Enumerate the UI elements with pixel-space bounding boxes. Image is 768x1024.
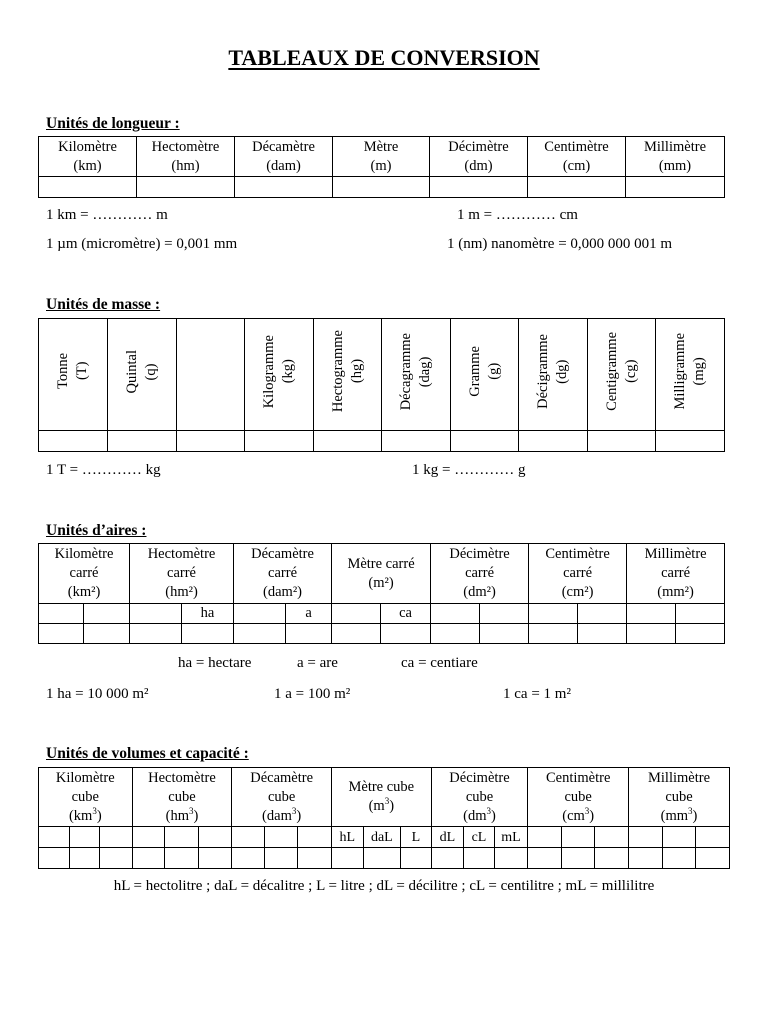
cell[interactable] [84, 604, 130, 624]
header-m2: Mètre carré (m²) [332, 544, 431, 604]
cell[interactable] [69, 827, 100, 848]
header-dm: Décimètre (dm) [430, 137, 528, 177]
cell[interactable] [69, 848, 100, 869]
header-gramme: Gramme (g) [451, 319, 519, 431]
header-m3: Mètre cube $(m^3)$ [331, 768, 431, 827]
header-m: Mètre (m) [333, 137, 430, 177]
cell[interactable] [588, 431, 656, 452]
cell[interactable] [264, 827, 298, 848]
cell[interactable] [676, 624, 725, 644]
table-row [39, 604, 725, 624]
cell[interactable] [84, 624, 130, 644]
cell-a: a [286, 604, 332, 624]
cell[interactable] [363, 848, 401, 869]
header-km3: Kilomètre cube $(km^3)$ [39, 768, 133, 827]
section-heading-longueur: Unités de longueur : [46, 115, 180, 132]
cell[interactable] [39, 431, 108, 452]
header-kilogramme: Kilogramme (kg) [245, 319, 314, 431]
cell[interactable] [245, 431, 314, 452]
cell[interactable] [130, 604, 182, 624]
cell[interactable] [529, 624, 578, 644]
cell[interactable] [430, 177, 528, 198]
header-dm2: Décimètre carré (dm²) [431, 544, 529, 604]
header-mm2: Millimètre carré (mm²) [627, 544, 725, 604]
cell[interactable] [529, 604, 578, 624]
header-km: Kilomètre (km) [39, 137, 137, 177]
table-row [39, 177, 725, 198]
equation: 1 ca = 1 m² [503, 686, 571, 702]
cell[interactable] [561, 827, 595, 848]
cell[interactable] [595, 827, 629, 848]
cell-ca: ca [381, 604, 431, 624]
table-masse [38, 318, 725, 452]
cell[interactable] [264, 848, 298, 869]
table-row [39, 431, 725, 452]
cell[interactable] [39, 177, 137, 198]
cell[interactable] [519, 431, 588, 452]
cell[interactable] [480, 604, 529, 624]
cell[interactable] [676, 604, 725, 624]
cell[interactable] [595, 848, 629, 869]
cell[interactable] [232, 827, 265, 848]
cell[interactable] [528, 177, 626, 198]
cell[interactable] [627, 604, 676, 624]
cell[interactable] [528, 848, 562, 869]
equation: 1 kg = ………… g [412, 462, 526, 478]
cell[interactable] [132, 848, 165, 869]
cell[interactable] [331, 848, 363, 869]
cell[interactable] [627, 624, 676, 644]
header-decigramme: Décigramme (dg) [519, 319, 588, 431]
cell[interactable] [528, 827, 562, 848]
cell[interactable] [629, 827, 663, 848]
header-milligramme: Milligramme (mg) [656, 319, 725, 431]
cell[interactable] [165, 827, 199, 848]
cell[interactable] [39, 827, 70, 848]
section-heading-aires: Unités d’aires : [46, 522, 147, 539]
cell[interactable] [662, 827, 696, 848]
cell[interactable] [626, 177, 725, 198]
cell[interactable] [39, 624, 84, 644]
cell[interactable] [232, 848, 265, 869]
cell[interactable] [100, 827, 133, 848]
cell[interactable] [431, 604, 480, 624]
cell-dL: dL [431, 827, 464, 848]
cell[interactable] [656, 431, 725, 452]
header-cm: Centimètre (cm) [528, 137, 626, 177]
header-km2: Kilomètre carré (km²) [39, 544, 130, 604]
equation: 1 ha = 10 000 m² [46, 686, 149, 702]
equation: 1 T = ………… kg [46, 462, 161, 478]
equation: 1 µm (micromètre) = 0,001 mm [46, 236, 238, 252]
cell[interactable] [132, 827, 165, 848]
header-mm3: Millimètre cube $(mm^3)$ [629, 768, 730, 827]
header-hectogramme: Hectogramme (hg) [314, 319, 382, 431]
table-longueur [38, 136, 725, 198]
cell[interactable] [165, 848, 199, 869]
equation: 1 (nm) nanomètre = 0,000 000 001 m [447, 236, 673, 252]
capacity-legend: hL = hectolitre ; daL = décalitre ; L = litre ; dL = décilitre ; cL = centilitre ; mL = millilitre [113, 878, 655, 894]
header-dm3: Décimètre cube $(dm^3)$ [431, 768, 528, 827]
cell[interactable] [198, 827, 232, 848]
cell[interactable] [464, 848, 495, 869]
cell[interactable] [382, 431, 451, 452]
cell[interactable] [381, 624, 431, 644]
cell[interactable] [100, 848, 133, 869]
cell[interactable] [234, 604, 286, 624]
cell-ha: ha [182, 604, 234, 624]
section-heading-masse: Unités de masse : [46, 296, 161, 313]
cell[interactable] [696, 848, 730, 869]
header-cm3: Centimètre cube $(cm^3)$ [528, 768, 629, 827]
legend-a: a = are [297, 655, 338, 671]
equation: 1 m = ………… cm [457, 207, 578, 223]
header-dam3: Décamètre cube (dam$^3$) [232, 768, 332, 827]
cell[interactable] [298, 827, 332, 848]
cell[interactable] [235, 177, 333, 198]
header-dam2: Décamètre carré (dam²) [234, 544, 332, 604]
cell[interactable] [451, 431, 519, 452]
header-centigramme: Centigramme (cg) [588, 319, 656, 431]
legend-ca: ca = centiare [401, 655, 478, 671]
cell[interactable] [578, 624, 627, 644]
cell[interactable] [137, 177, 235, 198]
equation: 1 km = ………… m [46, 207, 168, 223]
cell[interactable] [431, 624, 480, 644]
header-decagramme: Décagramme (dag) [382, 319, 451, 431]
cell[interactable] [177, 431, 245, 452]
header-mm: Millimètre (mm) [626, 137, 725, 177]
cell-mL: mL [494, 827, 528, 848]
legend-ha: ha = hectare [178, 655, 252, 671]
table-row [39, 848, 730, 869]
cell-hL: hL [331, 827, 363, 848]
header-empty [177, 319, 245, 431]
table-row [39, 827, 730, 848]
cell[interactable] [662, 848, 696, 869]
cell[interactable] [39, 604, 84, 624]
cell-cL: cL [464, 827, 495, 848]
cell[interactable] [401, 848, 432, 869]
cell[interactable] [108, 431, 177, 452]
cell[interactable] [629, 848, 663, 869]
cell[interactable] [494, 848, 528, 869]
table-aires [38, 543, 725, 644]
cell-L: L [401, 827, 432, 848]
header-hm: Hectomètre (hm) [137, 137, 235, 177]
equation: 1 a = 100 m² [274, 686, 351, 702]
cell[interactable] [561, 848, 595, 869]
cell[interactable] [198, 848, 232, 869]
page-title: TABLEAUX DE CONVERSION [228, 45, 540, 70]
cell[interactable] [480, 624, 529, 644]
header-cm2: Centimètre carré (cm²) [529, 544, 627, 604]
cell[interactable] [314, 431, 382, 452]
cell[interactable] [578, 604, 627, 624]
header-hm2: Hectomètre carré (hm²) [130, 544, 234, 604]
header-hm3: Hectomètre cube $(hm^3)$ [132, 768, 232, 827]
header-tonne: Tonne (T) [39, 319, 108, 431]
header-quintal: Quintal (q) [108, 319, 177, 431]
cell[interactable] [182, 624, 234, 644]
cell[interactable] [332, 624, 381, 644]
cell[interactable] [298, 848, 332, 869]
cell[interactable] [286, 624, 332, 644]
cell[interactable] [39, 848, 70, 869]
table-row [39, 624, 725, 644]
cell[interactable] [431, 848, 464, 869]
cell[interactable] [130, 624, 182, 644]
cell[interactable] [696, 827, 730, 848]
cell[interactable] [332, 604, 381, 624]
header-dam: Décamètre (dam) [235, 137, 333, 177]
section-heading-volumes: Unités de volumes et capacité : [46, 745, 249, 762]
cell[interactable] [333, 177, 430, 198]
cell-daL: daL [363, 827, 401, 848]
cell[interactable] [234, 624, 286, 644]
table-volumes [38, 767, 730, 869]
